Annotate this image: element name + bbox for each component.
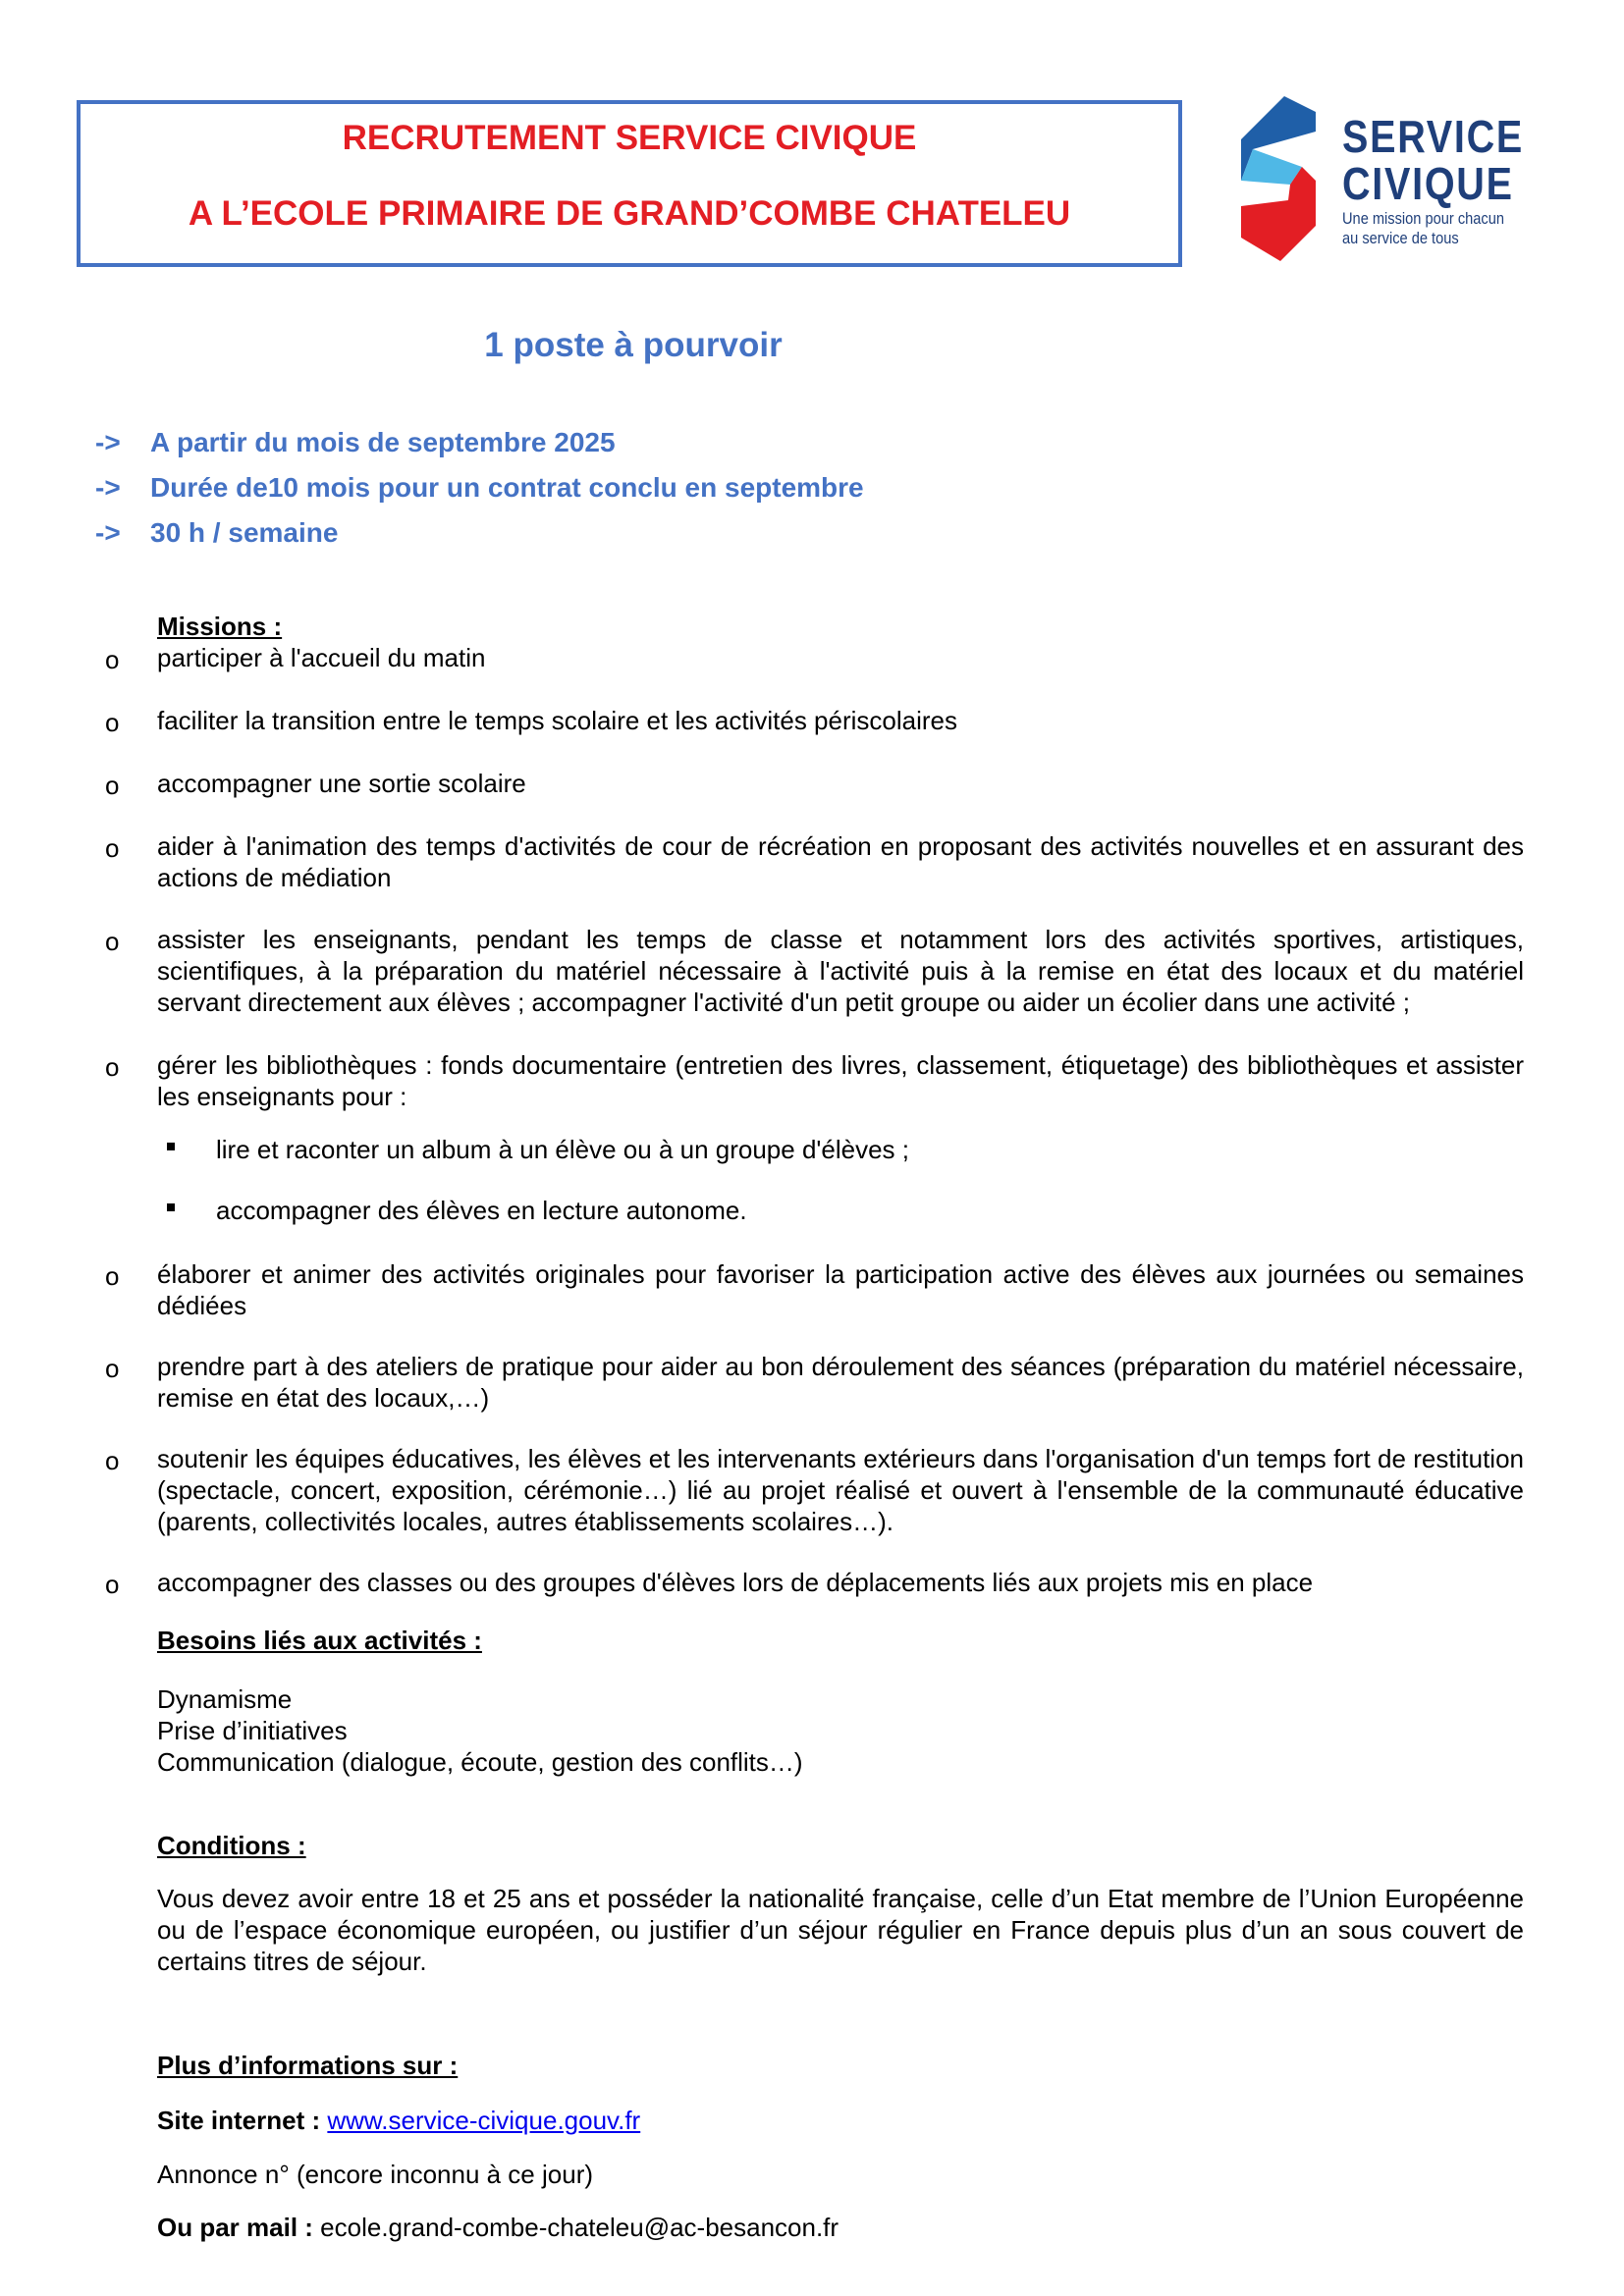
logo-word-civique: CIVIQUE <box>1342 158 1514 209</box>
mission-item: accompagner des classes ou des groupes d'élèves lors de déplacements liés aux projets mis en place <box>157 1568 1314 1597</box>
title-box <box>77 100 1182 267</box>
bullet-icon: o <box>105 927 120 956</box>
besoin-item: Communication (dialogue, écoute, gestion des conflits…) <box>157 1747 803 1777</box>
annonce-line: Annonce n° (encore inconnu à ce jour) <box>157 2160 594 2189</box>
missions-heading: Missions : <box>157 612 283 641</box>
square-bullet-icon <box>167 1143 175 1150</box>
bullet-icon: o <box>105 1446 120 1475</box>
bullet-icon: o <box>105 1261 120 1291</box>
arrow-icon: -> <box>95 427 121 457</box>
mail-address[interactable]: ecole.grand-combe-chateleu@ac-besancon.fr <box>320 2213 839 2242</box>
bullet-icon: o <box>105 1052 120 1082</box>
bullet-icon: o <box>105 1570 120 1599</box>
mission-item: accompagner une sortie scolaire <box>157 769 526 798</box>
besoin-item: Prise d’initiatives <box>157 1716 348 1745</box>
site-label: Site internet : <box>157 2106 321 2135</box>
mission-sub-item: accompagner des élèves en lecture autonome. <box>216 1196 747 1225</box>
site-link[interactable]: www.service-civique.gouv.fr <box>327 2106 641 2135</box>
bullet-icon: o <box>105 645 120 674</box>
logo-word-service: SERVICE <box>1342 111 1525 162</box>
mission-item: gérer les bibliothèques : fonds documentaire (entretien des livres, classement, étiquetage) des bibliothèques et assister les enseignants pour : <box>157 1050 1524 1111</box>
besoin-item: Dynamisme <box>157 1684 293 1714</box>
mail-line <box>157 2212 839 2243</box>
highlight-start: -> A partir du mois de septembre 2025 <box>95 427 616 457</box>
mail-label: Ou par mail : <box>157 2213 313 2242</box>
poste-heading: 1 poste à pourvoir <box>484 326 783 364</box>
mission-item: soutenir les équipes éducatives, les élèves et les intervenants extérieurs dans l'organisation d'un temps fort de restitution (spectacle, concert, exposition, cérémonie…) lié au projet réalisé et ouvert à l'ensemble de la communauté éducative (parents, collectivités locales, autres établissements scolaires…). <box>157 1444 1524 1536</box>
conditions-heading: Conditions : <box>157 1831 306 1860</box>
mission-item: assister les enseignants, pendant les temps de classe et notamment lors des activités sportives, artistiques, scientifiques, à la préparation du matériel nécessaire à l'activité puis à la remise en état des locaux et du matériel servant directement aux élèves ; accompagner l'activité d'un petit groupe ou aider un écolier dans une activité ; <box>157 925 1524 1017</box>
mission-item: aider à l'animation des temps d'activités de cour de récréation en proposant des activités nouvelles et en assurant des actions de médiation <box>157 831 1524 892</box>
square-bullet-icon <box>167 1203 175 1211</box>
conditions-text: Vous devez avoir entre 18 et 25 ans et posséder la nationalité française, celle d’un Etat membre de l’Union Européenne ou de l’espace économique européen, ou justifier d’un séjour régulier en France depuis plus d’un an sous couvert de certains titres de séjour. <box>157 1884 1524 1976</box>
title-line-1: RECRUTEMENT SERVICE CIVIQUE <box>342 119 917 157</box>
bullet-icon: o <box>105 833 120 863</box>
infos-heading: Plus d’informations sur : <box>157 2051 459 2080</box>
arrow-icon: -> <box>95 517 121 548</box>
mission-sub-item: lire et raconter un album à un élève ou à un groupe d'élèves ; <box>216 1135 909 1164</box>
highlight-hours: -> 30 h / semaine <box>95 517 339 548</box>
title-line-2: A L’ECOLE PRIMAIRE DE GRAND’COMBE CHATELEU <box>188 194 1071 233</box>
mission-item: prendre part à des ateliers de pratique pour aider au bon déroulement des séances (préparation du matériel nécessaire, remise en état des locaux,…) <box>157 1352 1524 1413</box>
mission-item: participer à l'accueil du matin <box>157 643 486 672</box>
bullet-icon: o <box>105 1354 120 1383</box>
service-civique-logo <box>1218 90 1551 267</box>
logo-tagline-1: Une mission pour chacun <box>1342 209 1504 228</box>
besoins-heading: Besoins liés aux activités : <box>157 1626 482 1655</box>
mission-item: élaborer et animer des activités originales pour favoriser la participation active des élèves aux journées ou semaines dédiées <box>157 1259 1524 1320</box>
highlight-duration: -> Durée de10 mois pour un contrat conclu en septembre <box>95 472 864 503</box>
mission-item: faciliter la transition entre le temps scolaire et les activités périscolaires <box>157 706 958 735</box>
service-civique-logo-icon <box>1218 90 1335 267</box>
bullet-icon: o <box>105 771 120 800</box>
site-line <box>157 2105 640 2136</box>
arrow-icon: -> <box>95 472 121 503</box>
logo-tagline-2: au service de tous <box>1342 229 1459 247</box>
bullet-icon: o <box>105 708 120 737</box>
